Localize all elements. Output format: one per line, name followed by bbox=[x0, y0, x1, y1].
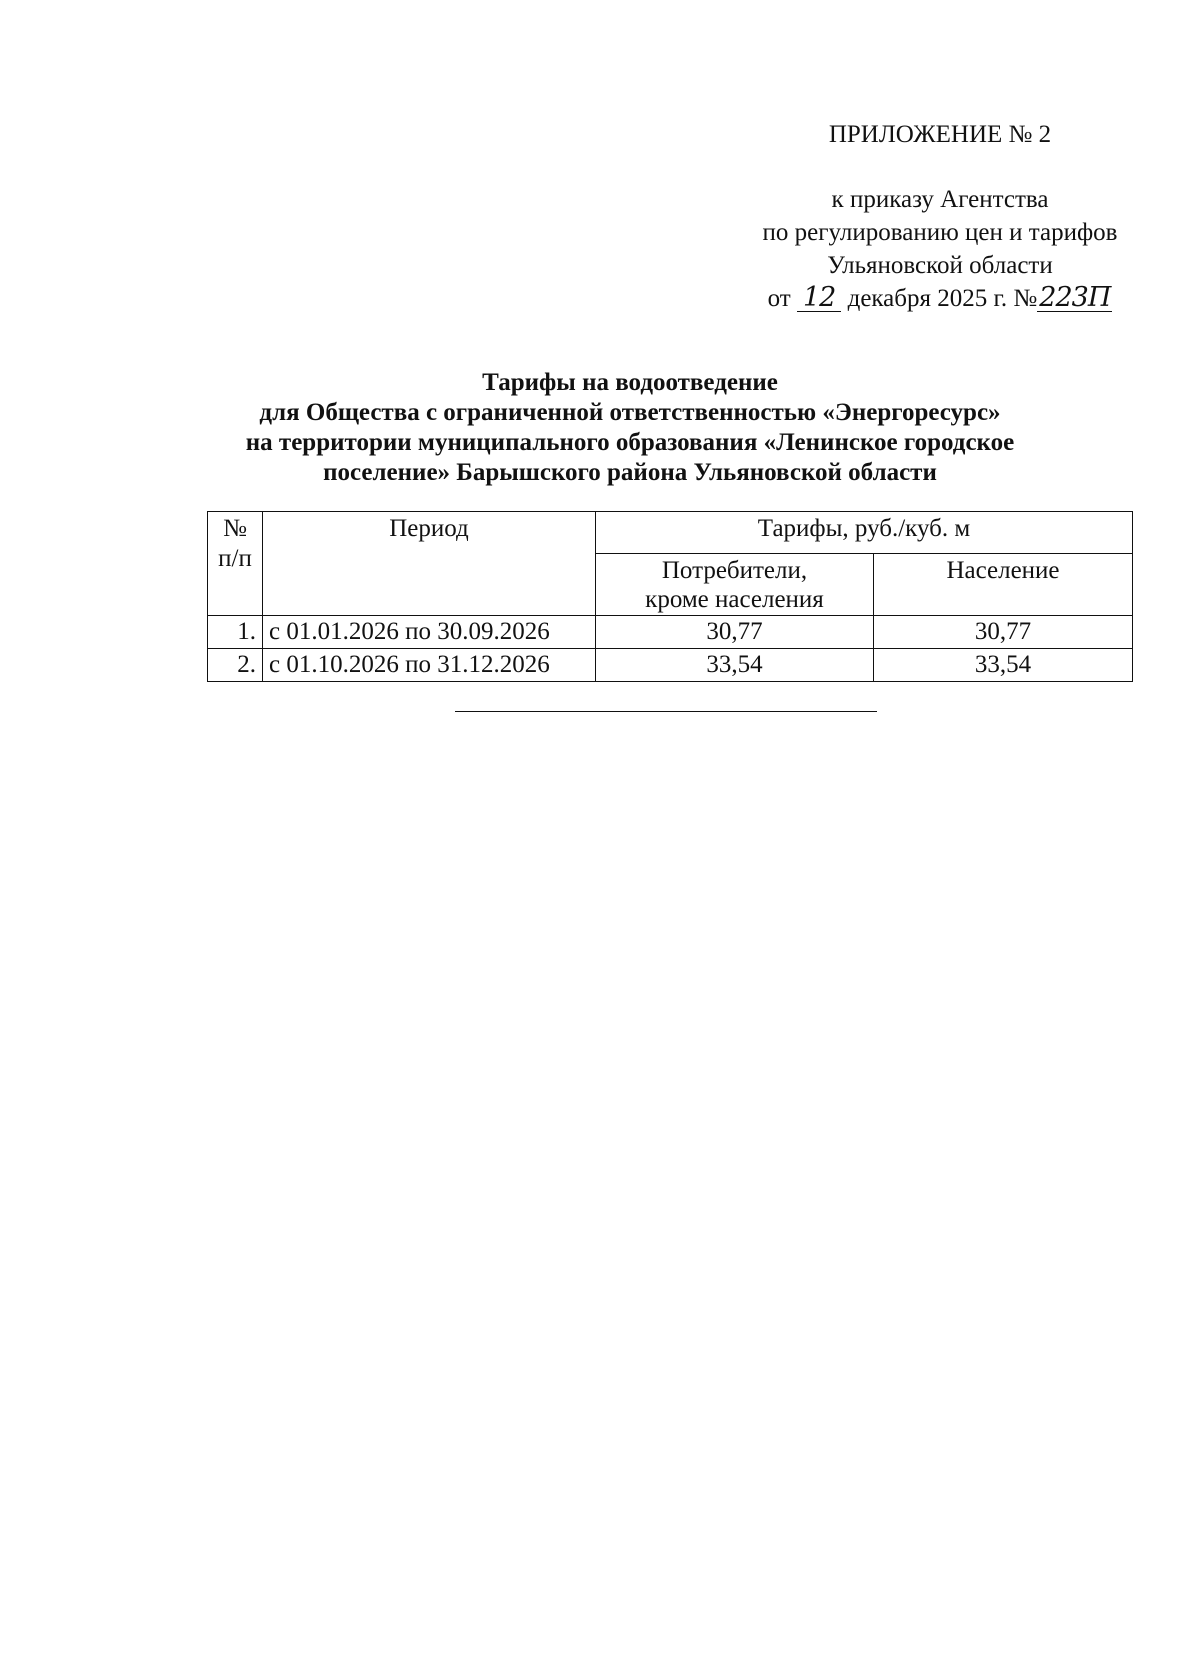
order-prefix: от bbox=[767, 285, 791, 312]
title-line: для Общества с ограниченной ответственностью «Энергоресурс» bbox=[259, 399, 1001, 426]
header-period: Период bbox=[263, 512, 596, 616]
appendix-basis-line: по регулированию цен и тарифов bbox=[762, 219, 1118, 246]
header-tariffs: Тарифы, руб./куб. м bbox=[596, 512, 1133, 554]
row-period: с 01.01.2026 по 30.09.2026 bbox=[263, 616, 596, 649]
header-consumers-line: Потребители, bbox=[661, 557, 808, 584]
header-population: Население bbox=[874, 554, 1133, 616]
row-population-tariff: 33,54 bbox=[874, 649, 1133, 682]
order-month-year: декабря 2025 г. № bbox=[847, 285, 1038, 312]
header-consumers bbox=[596, 554, 874, 616]
appendix-basis-line: к приказу Агентства bbox=[831, 186, 1049, 213]
title-line: на территории муниципального образования «Ленинское городское bbox=[245, 429, 1015, 456]
table-row bbox=[208, 616, 1133, 649]
row-number: 2. bbox=[208, 649, 263, 682]
row-number: 1. bbox=[208, 616, 263, 649]
title-line: Тарифы на водоотведение bbox=[482, 369, 778, 396]
header-number bbox=[208, 512, 263, 616]
appendix-basis bbox=[700, 183, 1180, 282]
order-day-handwritten: 12 bbox=[797, 285, 841, 312]
order-number-handwritten: 223П bbox=[1039, 282, 1111, 313]
order-reference bbox=[700, 282, 1180, 315]
table-row bbox=[208, 649, 1133, 682]
header-number-line: № bbox=[223, 515, 247, 542]
document-title bbox=[130, 368, 1130, 488]
table-header-row bbox=[208, 512, 1133, 554]
title-line: поселение» Барышского района Ульяновской области bbox=[323, 459, 937, 486]
end-rule bbox=[455, 711, 877, 712]
appendix-basis-line: Ульяновской области bbox=[827, 252, 1053, 279]
row-period: с 01.10.2026 по 31.12.2026 bbox=[263, 649, 596, 682]
appendix-title: ПРИЛОЖЕНИЕ № 2 bbox=[828, 121, 1052, 148]
row-consumers-tariff: 33,54 bbox=[596, 649, 874, 682]
row-consumers-tariff: 30,77 bbox=[596, 616, 874, 649]
header-number-line: п/п bbox=[218, 545, 252, 572]
row-population-tariff: 30,77 bbox=[874, 616, 1133, 649]
tariff-table bbox=[207, 511, 1133, 682]
header-consumers-line: кроме населения bbox=[645, 586, 824, 613]
